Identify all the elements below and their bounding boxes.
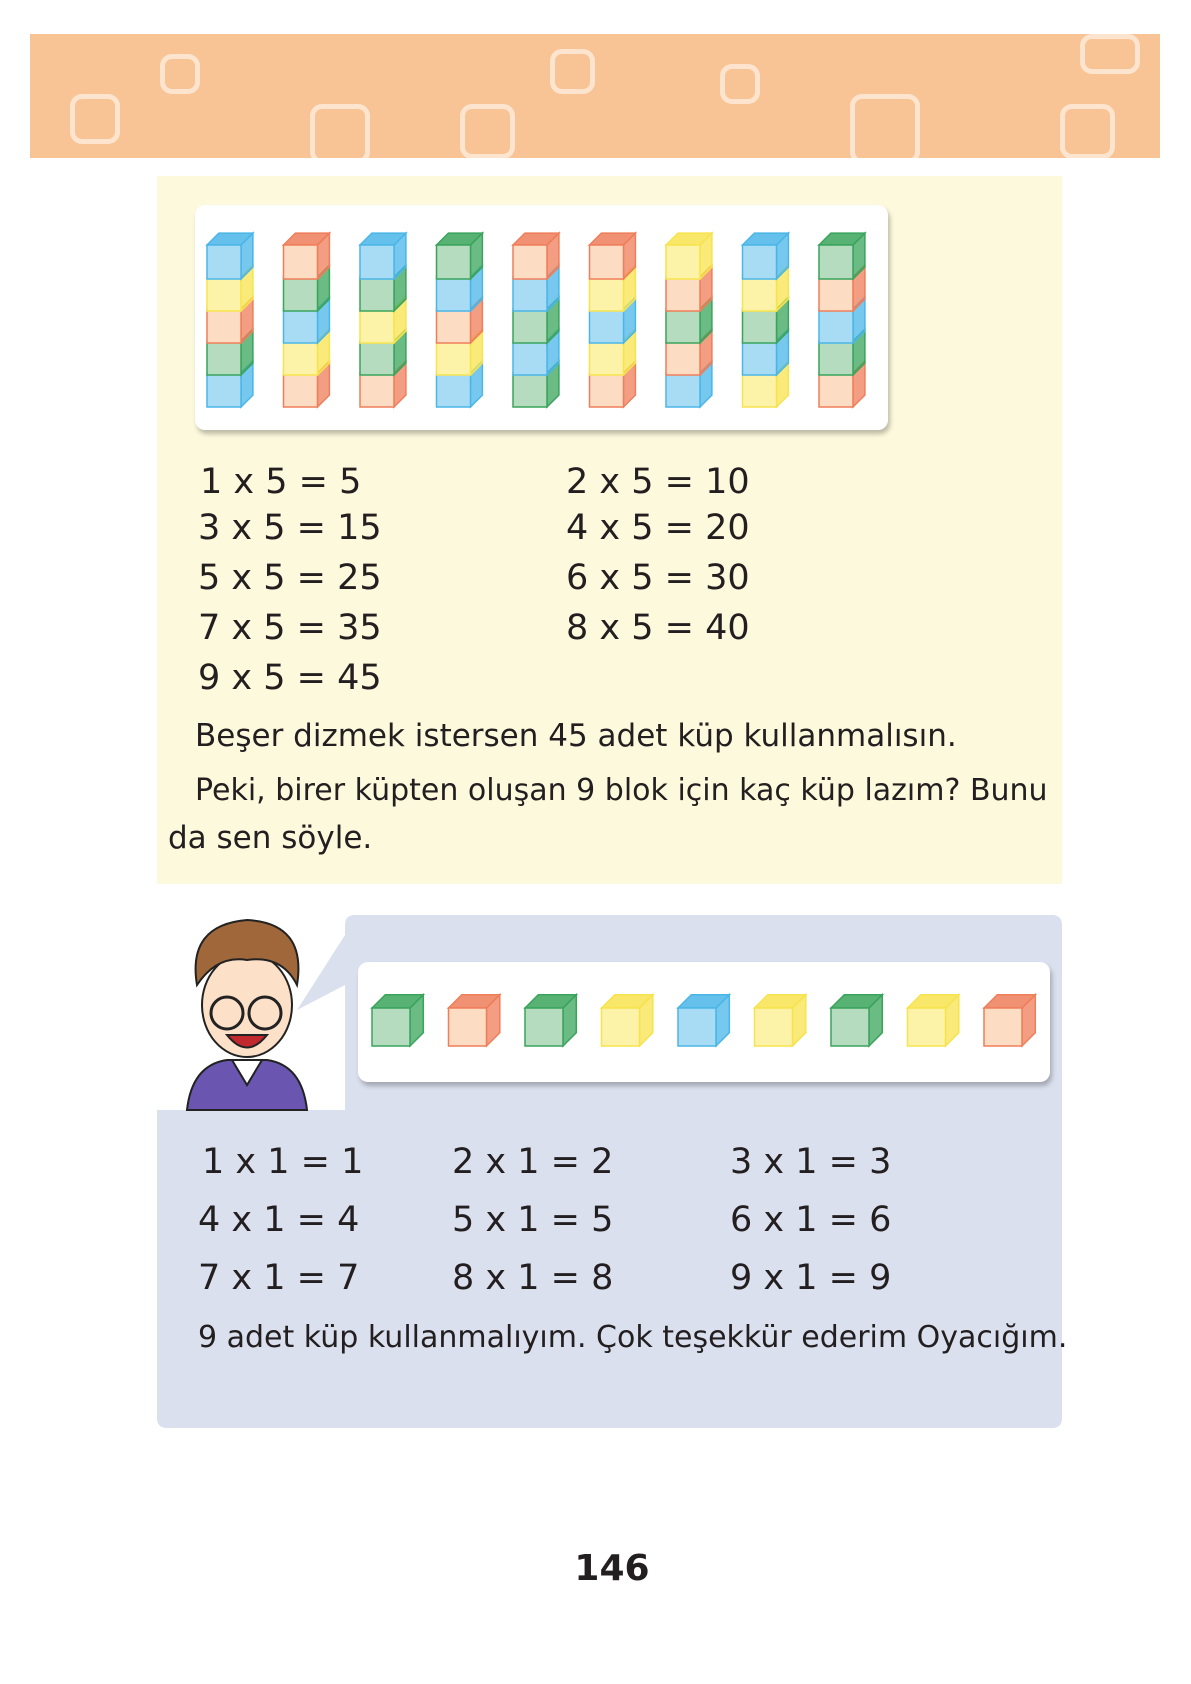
- question-text: Peki, birer küpten oluşan 9 blok için kaç küp lazım? Bunu: [195, 773, 1048, 808]
- equation: 8 x 5 = 40: [566, 608, 750, 648]
- equation: 2 x 1 = 2: [452, 1142, 614, 1182]
- statement-text: Beşer dizmek istersen 45 adet küp kullanmalısın.: [195, 718, 957, 754]
- question-text-cont: da sen söyle.: [168, 820, 373, 856]
- orange-cube: [284, 233, 330, 279]
- answer-text: 9 adet küp kullanmalıyım. Çok teşekkür ederim Oyacığım.: [198, 1320, 1068, 1355]
- equation: 1 x 5 = 5: [200, 462, 362, 502]
- equation: 3 x 1 = 3: [730, 1142, 892, 1182]
- decorative-banner: [30, 34, 1160, 158]
- yellow-cube: [666, 233, 712, 279]
- equation: 7 x 5 = 35: [198, 608, 382, 648]
- boy-character-illustration: [187, 920, 307, 1110]
- equation: 6 x 5 = 30: [566, 558, 750, 598]
- equation: 1 x 1 = 1: [202, 1142, 364, 1182]
- blue-cube: [678, 995, 729, 1046]
- green-cube: [819, 233, 865, 279]
- yellow-cube: [602, 995, 653, 1046]
- blue-cube: [360, 233, 406, 279]
- equation: 4 x 1 = 4: [198, 1200, 360, 1240]
- equation: 9 x 5 = 45: [198, 658, 382, 698]
- orange-cube: [590, 233, 636, 279]
- green-cube: [437, 233, 483, 279]
- equation: 8 x 1 = 8: [452, 1258, 614, 1298]
- yellow-cube: [755, 995, 806, 1046]
- cube-towers-panel: [195, 205, 888, 430]
- equation: 5 x 5 = 25: [198, 558, 382, 598]
- equation: 4 x 5 = 20: [566, 508, 750, 548]
- blue-cube: [207, 233, 253, 279]
- green-cube: [525, 995, 576, 1046]
- orange-cube: [513, 233, 559, 279]
- orange-cube: [449, 995, 500, 1046]
- single-cubes-panel: [358, 962, 1050, 1082]
- equation: 5 x 1 = 5: [452, 1200, 614, 1240]
- green-cube: [372, 995, 423, 1046]
- equation: 6 x 1 = 6: [730, 1200, 892, 1240]
- equation: 9 x 1 = 9: [730, 1258, 892, 1298]
- equation: 3 x 5 = 15: [198, 508, 382, 548]
- blue-cube: [743, 233, 789, 279]
- equation: 7 x 1 = 7: [198, 1258, 360, 1298]
- orange-cube: [984, 995, 1035, 1046]
- equation: 2 x 5 = 10: [566, 462, 750, 502]
- green-cube: [831, 995, 882, 1046]
- yellow-cube: [908, 995, 959, 1046]
- page-number: 146: [574, 1548, 650, 1589]
